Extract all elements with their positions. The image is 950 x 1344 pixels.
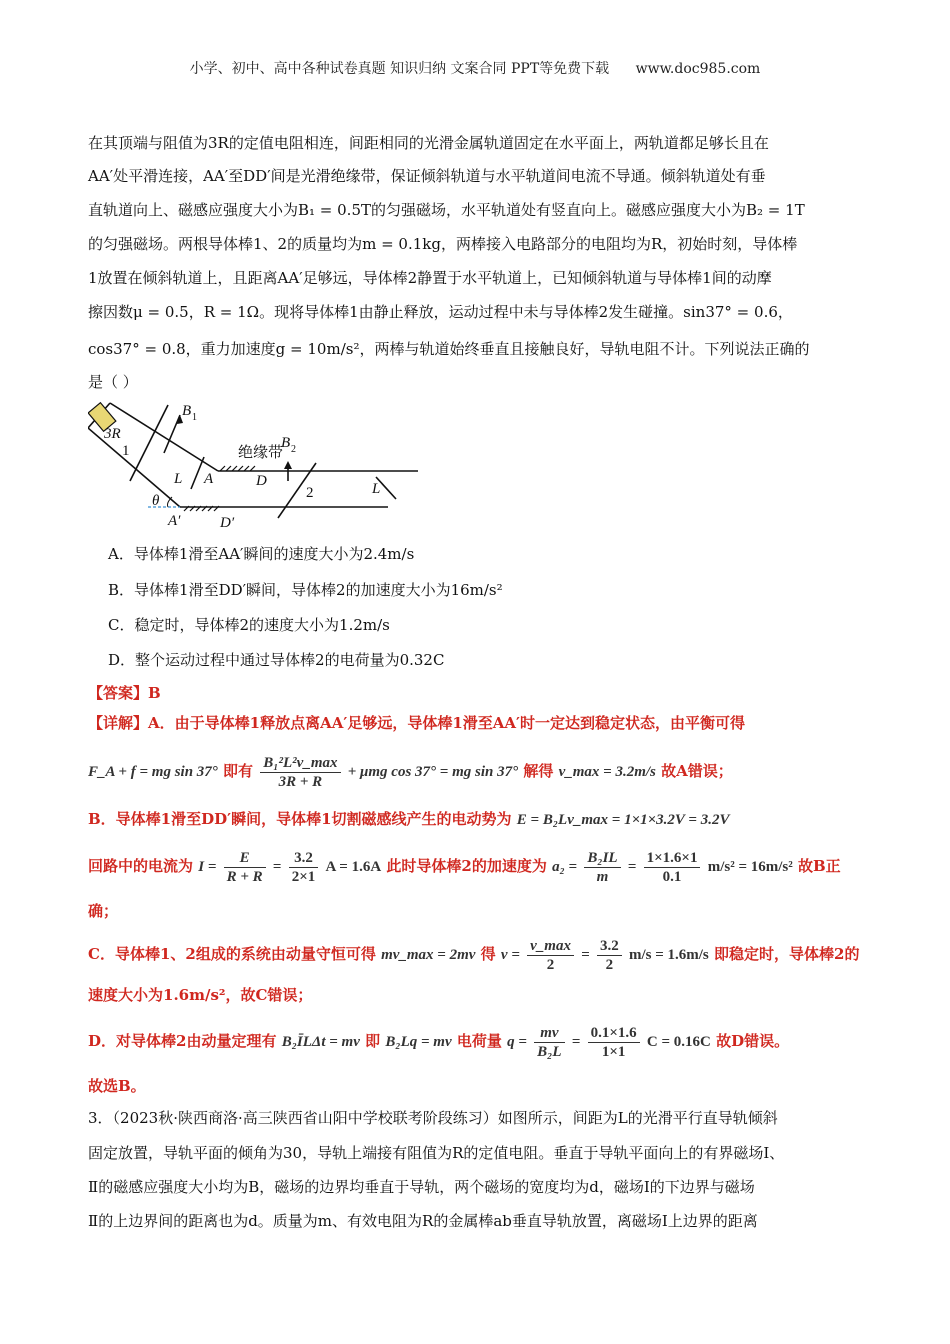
detail-d-mid: 即 bbox=[365, 1032, 381, 1050]
detail-a-eq2-den: 3R + R bbox=[278, 773, 323, 790]
detail-b3-text: 确； bbox=[88, 902, 119, 920]
option-d: D．整个运动过程中通过导体棒2的电荷量为0.32C bbox=[108, 651, 445, 669]
detail-d-eq3-frac bbox=[534, 1024, 564, 1061]
detail-b2-eq2-lhs: a₂ = bbox=[552, 859, 578, 875]
answer-label: 【答案】 bbox=[88, 684, 149, 702]
detail-a-eq3: v_max = 3.2m/s bbox=[558, 764, 656, 780]
detail-b2-eq1-rhs: A = 1.6A bbox=[325, 859, 382, 875]
detail-c-eq1: mv_max = 2mv bbox=[381, 947, 476, 963]
label-a: A bbox=[204, 471, 214, 487]
detail-b2-eq1-num: E bbox=[224, 849, 266, 868]
next-problem-line-3: Ⅱ的磁感应强度大小均为B，磁场的边界均垂直于导轨，两个磁场的宽度均为d，磁场Ⅰ的下边界与磁场 bbox=[88, 1178, 755, 1196]
detail-c2-text: 速度大小为1.6m/s²，故C错误； bbox=[88, 986, 313, 1004]
detail-b2-mid: 此时导体棒2的加速度为 bbox=[386, 857, 547, 875]
detail-b-eq1: E = B₂Lv_max = 1×1×3.2V = 3.2V bbox=[516, 812, 730, 828]
detail-b2-eq1-frac2 bbox=[289, 849, 319, 886]
detail-b2-eq2-frac bbox=[584, 849, 620, 886]
label-b1: B bbox=[182, 403, 192, 419]
detail-a-equation-line bbox=[88, 752, 733, 791]
problem-line-5: 1放置在倾斜轨道上，且距离AA′足够远，导体棒2静置于水平轨道上，已知倾斜轨道与导体棒1间的动摩 bbox=[88, 269, 772, 287]
detail-c-eq2-num: v_max bbox=[527, 937, 574, 956]
detail-b2-eq2-den: m bbox=[596, 868, 609, 885]
detail-d-eq3-mid: = bbox=[571, 1034, 581, 1050]
label-rod1: 1 bbox=[122, 443, 130, 459]
detail-c-line bbox=[88, 935, 859, 974]
detail-b2-eq2-den2: 0.1 bbox=[662, 868, 682, 885]
label-b1-sub: 1 bbox=[192, 412, 197, 423]
detail-b2-eq1-frac bbox=[224, 849, 266, 886]
detail-b2-line bbox=[88, 847, 841, 886]
detail-b2-eq1-num2: 3.2 bbox=[289, 849, 319, 868]
detail-c-eq2-frac bbox=[527, 937, 574, 974]
detail-b-line bbox=[88, 809, 729, 830]
detail-c-end: 即稳定时，导体棒2的 bbox=[714, 945, 860, 963]
detail-d-eq3-num: mv bbox=[534, 1024, 564, 1043]
problem-line-6: 擦因数μ = 0.5，R = 1Ω。现将导体棒1由静止释放，运动过程中未与导体棒2发生碰撞。sin37° = 0.6， bbox=[88, 303, 793, 321]
detail-d-eq2: B₂Lq = mv bbox=[385, 1034, 452, 1050]
label-theta: θ bbox=[152, 493, 160, 509]
detail-c-eq2-den2: 2 bbox=[605, 956, 614, 973]
label-insulator: 绝缘带 bbox=[238, 445, 284, 461]
l-incline-dim bbox=[191, 457, 204, 489]
b1-arrow bbox=[164, 415, 180, 453]
detail-d-eq3-rhs: C = 0.16C bbox=[646, 1034, 711, 1050]
next-problem-line-1: 3．（2023秋·陕西商洛·高三陕西省山阳中学校联考阶段练习）如图所示，间距为L的光滑平行直导轨倾斜 bbox=[88, 1109, 778, 1127]
label-b2: B bbox=[281, 435, 291, 451]
detail-b-text: B．导体棒1滑至DD′瞬间，导体棒1切割磁感线产生的电动势为 bbox=[88, 810, 512, 828]
detail-b2-eq1-mid: = bbox=[272, 859, 282, 875]
detail-a-solve: 解得 bbox=[523, 762, 554, 780]
detail-d-eq3-den2: 1×1 bbox=[601, 1043, 626, 1060]
header-title: 小学、初中、高中各种试卷真题 知识归纳 文案合同 PPT等免费下载 bbox=[189, 61, 610, 77]
problem-line-8: 是（ ） bbox=[88, 373, 138, 391]
detail-c-eq2-frac2 bbox=[597, 937, 622, 974]
label-a-prime: A′ bbox=[168, 513, 181, 529]
label-l-incline: L bbox=[174, 471, 183, 487]
problem-line-7: cos37° = 0.8，重力加速度g = 10m/s²，两棒与轨道始终垂直且接触良好，导轨电阻不计。下列说法正确的 bbox=[88, 340, 810, 358]
detail-b2-end: 故B正 bbox=[797, 857, 841, 875]
detail-b2-eq2-rhs: m/s² = 16m/s² bbox=[707, 859, 793, 875]
detail-a-eq2-frac bbox=[260, 754, 340, 791]
detail-b2-eq2-mid: = bbox=[627, 859, 637, 875]
problem-line-2: AA′处平滑连接，AA′至DD′间是光滑绝缘带，保证倾斜轨道与水平轨道间电流不导通。倾斜轨道处有垂 bbox=[88, 167, 766, 185]
detail-d-eq1: B₂ĪLΔt = mv bbox=[281, 1034, 360, 1050]
detail-b2-text: 回路中的电流为 bbox=[88, 857, 194, 875]
answer-value: B bbox=[148, 684, 161, 702]
detail-c-eq2-lhs: v = bbox=[500, 947, 520, 963]
detail-b2-eq2-frac2 bbox=[644, 849, 701, 886]
detail-d-line bbox=[88, 1022, 789, 1061]
label-d-prime: D′ bbox=[220, 515, 235, 531]
detail-a-text: A．由于导体棒1释放点离AA′足够远，导体棒1滑至AA′时一定达到稳定状态，由平衡可得 bbox=[148, 714, 745, 732]
detail-c-eq2-rhs: m/s = 1.6m/s bbox=[628, 947, 709, 963]
detail-a-eq1: F_A + f = mg sin 37° bbox=[88, 764, 218, 780]
detail-b2-eq1-lhs: I = bbox=[198, 859, 217, 875]
detail-label: 【详解】 bbox=[88, 714, 149, 732]
incline-rail-lower bbox=[88, 428, 183, 507]
detail-d-text: D．对导体棒2由动量定理有 bbox=[88, 1032, 277, 1050]
rail-diagram bbox=[88, 393, 428, 533]
detail-a-line bbox=[88, 713, 745, 733]
label-rod2: 2 bbox=[306, 485, 314, 501]
detail-c-text: C．导体棒1、2组成的系统由动量守恒可得 bbox=[88, 945, 376, 963]
detail-c-eq2-den: 2 bbox=[546, 956, 555, 973]
detail-d-eq3-den: B₂L bbox=[537, 1043, 562, 1060]
label-b2-sub: 2 bbox=[291, 444, 296, 455]
detail-c-eq2-num2: 3.2 bbox=[597, 937, 622, 956]
label-resistor: 3R bbox=[104, 426, 121, 442]
b2-arrowhead bbox=[284, 461, 292, 469]
answer-line bbox=[88, 683, 161, 703]
problem-line-4: 的匀强磁场。两根导体棒1、2的质量均为m = 0.1kg，两棒接入电路部分的电阻均为R，初始时刻，导体棒 bbox=[88, 235, 798, 253]
detail-a-eq2-rest: + μmg cos 37° = mg sin 37° bbox=[347, 764, 519, 780]
detail-c-mid: 得 bbox=[480, 945, 496, 963]
detail-conclusion: 故选B。 bbox=[88, 1077, 146, 1095]
next-problem-line-4: Ⅱ的上边界间的距离也为d。质量为m、有效电阻为R的金属棒ab垂直导轨放置，离磁场Ⅰ上边界的距离 bbox=[88, 1212, 758, 1230]
problem-line-3: 直轨道向上、磁感应强度大小为B₁ = 0.5T的匀强磁场，水平轨道处有竖直向上。磁感应强度大小为B₂ = 1T bbox=[88, 201, 805, 219]
detail-d-mid2: 电荷量 bbox=[456, 1032, 502, 1050]
option-b: B．导体棒1滑至DD′瞬间，导体棒2的加速度大小为16m/s² bbox=[108, 581, 503, 599]
problem-line-1: 在其顶端与阻值为3R的定值电阻相连，间距相同的光滑金属轨道固定在水平面上，两轨道都足够长且在 bbox=[88, 134, 769, 152]
rod-1 bbox=[130, 405, 168, 481]
detail-d-end: 故D错误。 bbox=[716, 1032, 790, 1050]
detail-d-eq3-frac2 bbox=[588, 1024, 640, 1061]
header-url[interactable]: www.doc985.com bbox=[635, 61, 761, 77]
option-a: A．导体棒1滑至AA′瞬间的速度大小为2.4m/s bbox=[108, 545, 415, 563]
label-d: D bbox=[256, 473, 267, 489]
detail-a-end: 故A错误； bbox=[661, 762, 733, 780]
page-header bbox=[0, 58, 950, 78]
detail-d-eq3-num2: 0.1×1.6 bbox=[588, 1024, 640, 1043]
detail-d-eq3-lhs: q = bbox=[507, 1034, 527, 1050]
detail-b2-eq1-den2: 2×1 bbox=[291, 868, 316, 885]
option-c: C．稳定时，导体棒2的速度大小为1.2m/s bbox=[108, 616, 390, 634]
detail-a-eq2-num: B₁²L²v_max bbox=[260, 754, 340, 773]
detail-b2-eq2-num2: 1×1.6×1 bbox=[644, 849, 701, 868]
next-problem-line-2: 固定放置，导轨平面的倾角为30，导轨上端接有阻值为R的定值电阻。垂直于导轨平面向上的有界磁场Ⅰ、 bbox=[88, 1144, 785, 1162]
detail-a-mid: 即有 bbox=[223, 762, 254, 780]
label-l-flat: L bbox=[372, 481, 381, 497]
detail-b2-eq2-num: B₂IL bbox=[584, 849, 620, 868]
detail-c-eq2-mid: = bbox=[581, 947, 590, 963]
detail-b2-eq1-den: R + R bbox=[226, 868, 263, 885]
